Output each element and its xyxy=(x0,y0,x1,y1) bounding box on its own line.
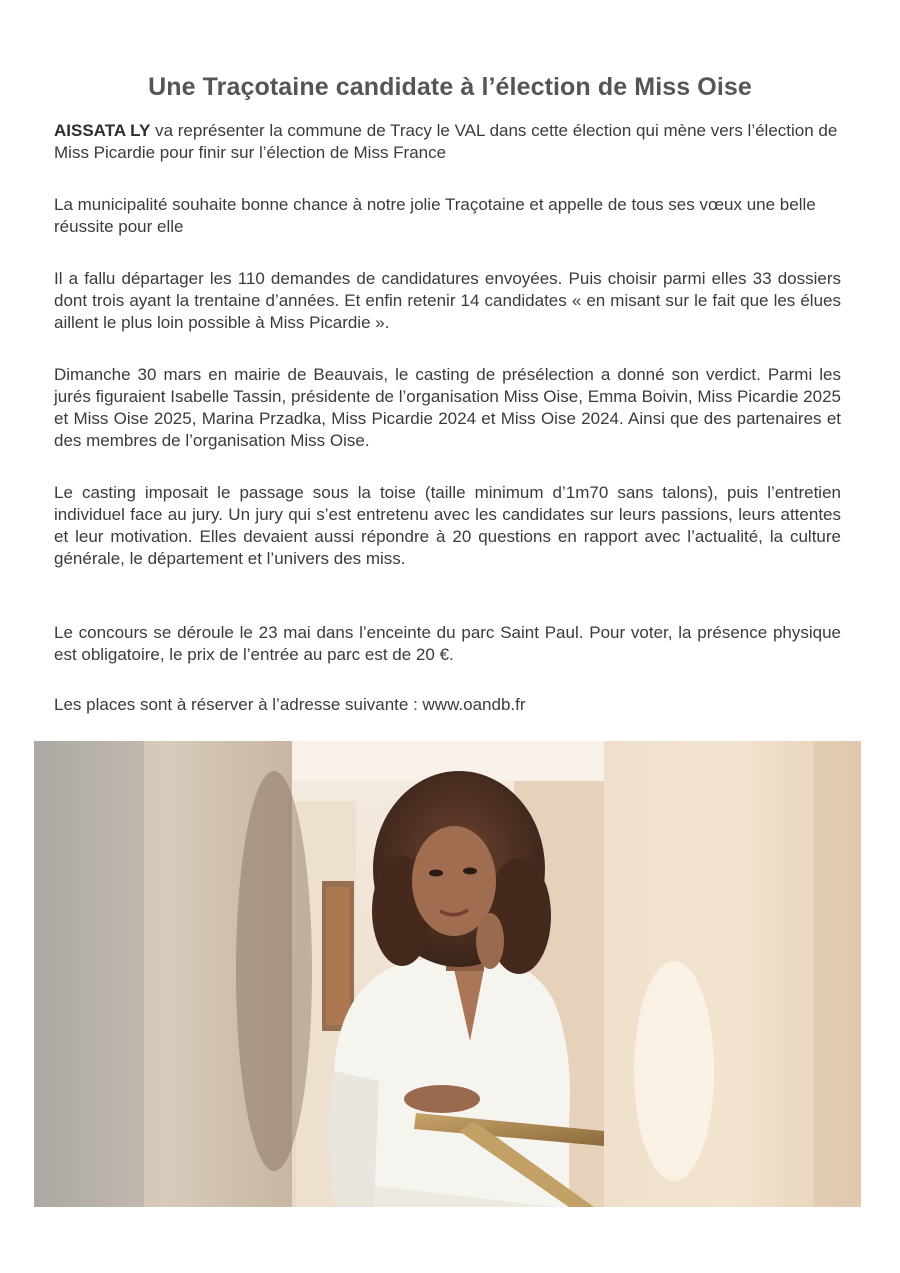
candidate-photo xyxy=(34,741,861,1207)
paragraph-intro xyxy=(54,120,841,164)
paragraph-intro-text: va représenter la commune de Tracy le VAL dans cette élection qui mène vers l’élection de Miss Picardie pour finir sur l’élection de Miss France xyxy=(54,121,838,162)
paragraph-municipality: La municipalité souhaite bonne chance à notre jolie Traçotaine et appelle de tous ses vœux une belle réussite pour elle xyxy=(54,195,816,236)
paragraph-jury: Dimanche 30 mars en mairie de Beauvais, le casting de présélection a donné son verdict. Parmi les jurés figuraient Isabelle Tassin, présidente de l’organisation Miss Oise, Emma Boivin, Miss Picardie 2025 et Miss Oise 2025, Marina Przadka, Miss Picardie 2024 et Miss Oise 2024. Ainsi que des partenaires et des membres de l’organisation Miss Oise. xyxy=(54,365,841,450)
paragraph-contest: Le concours se déroule le 23 mai dans l’enceinte du parc Saint Paul. Pour voter, la présence physique est obligatoire, le prix de l’entrée au parc est de 20 €. xyxy=(54,623,841,664)
candidate-name: AISSATA LY xyxy=(54,121,151,140)
paragraph-casting: Le casting imposait le passage sous la toise (taille minimum d’1m70 sans talons), puis l’entretien individuel face au jury. Un jury qui s’est entretenu avec les candidates sur leurs passions, leurs attentes et leur motivation. Elles devaient aussi répondre à 20 questions en rapport avec l’actualité, la culture générale, le département et l’univers des miss. xyxy=(54,483,841,568)
candidate-photo-illustration xyxy=(34,741,861,1207)
paragraph-selection: Il a fallu départager les 110 demandes de candidatures envoyées. Puis choisir parmi elles 33 dossiers dont trois ayant la trentaine d’années. Et enfin retenir 14 candidates « en misant sur le fait que les élues aillent le plus loin possible à Miss Picardie ». xyxy=(54,269,841,332)
article-title: Une Traçotaine candidate à l’élection de Miss Oise xyxy=(148,72,752,101)
paragraph-booking: Les places sont à réserver à l’adresse suivante : www.oandb.fr xyxy=(54,695,526,714)
